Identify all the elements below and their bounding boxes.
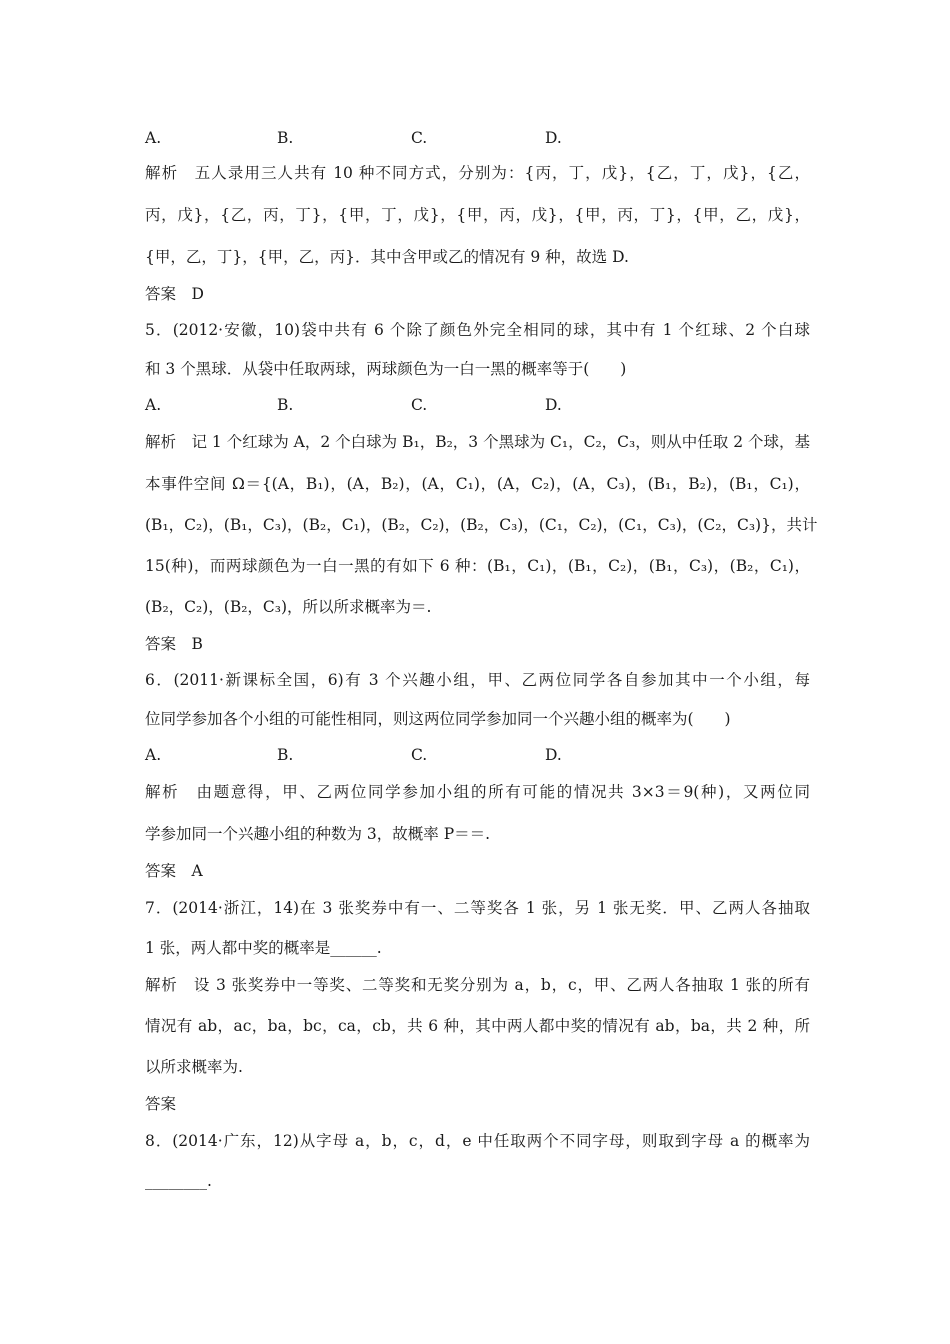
choice-row [145,744,810,766]
text-line: 以所求概率为. [145,1058,243,1076]
text-line: 学参加同一个兴趣小组的种数为 3，故概率 P＝＝. [145,825,491,843]
text-line: 情况有 ab，ac，ba，bc，ca，cb，共 6 种，其中两人都中奖的情况有 ab，ba，共 2 种，所 [145,1017,810,1035]
text-line: ________. [145,1172,212,1190]
text-line: (B₁，C₂)，(B₁，C₃)，(B₂，C₁)，(B₂，C₂)，(B₂，C₃)，(C₁，C₂)，(C₁，C₃)，(C₂，C₃)}，共计 [145,516,818,534]
text-line: 答案 [145,1095,177,1113]
text-line: 解析 五人录用三人共有 10 种不同方式，分别为：{丙，丁，戊}，{乙，丁，戊}，{乙， [145,164,810,182]
choice-option: B. [277,396,294,414]
choice-row [145,127,810,149]
choice-option: D. [545,746,562,764]
text-line: 1 张，两人都中奖的概率是______. [145,939,382,957]
choice-option: C. [411,129,428,147]
choice-option: D. [545,129,562,147]
choice-option: B. [277,129,294,147]
choice-option: A. [145,396,162,414]
choice-option: C. [411,396,428,414]
text-line: 6．(2011·新课标全国，6)有 3 个兴趣小组，甲、乙两位同学各自参加其中一个小组，每 [145,671,810,689]
text-line: 本事件空间 Ω＝{(A，B₁)，(A，B₂)，(A，C₁)，(A，C₂)，(A，C₃)，(B₁，B₂)，(B₁，C₁)， [145,475,810,493]
text-line: 解析 记 1 个红球为 A，2 个白球为 B₁，B₂，3 个黑球为 C₁，C₂，C₃，则从中任取 2 个球，基 [145,433,810,451]
choice-row [145,394,810,416]
text-line: 8．(2014·广东，12)从字母 a，b，c，d，e 中任取两个不同字母，则取到字母 a 的概率为 [145,1132,810,1150]
choice-option: C. [411,746,428,764]
text-line: 位同学参加各个小组的可能性相同，则这两位同学参加同一个兴趣小组的概率为( ) [145,710,731,728]
text-line: 5．(2012·安徽，10)袋中共有 6 个除了颜色外完全相同的球，其中有 1 个红球、2 个白球 [145,321,810,339]
choice-option: A. [145,746,162,764]
text-line: 15(种)，而两球颜色为一白一黑的有如下 6 种：(B₁，C₁)，(B₁，C₂)，(B₁，C₃)，(B₂，C₁)， [145,557,810,575]
text-line: 解析 设 3 张奖券中一等奖、二等奖和无奖分别为 a，b，c，甲、乙两人各抽取 1 张的所有 [145,976,810,994]
text-line: {甲，乙，丁}，{甲，乙，丙}．其中含甲或乙的情况有 9 种，故选 D. [145,248,629,266]
text-line: 7．(2014·浙江，14)在 3 张奖券中有一、二等奖各 1 张，另 1 张无奖．甲、乙两人各抽取 [145,899,810,917]
text-line: 答案 A [145,862,203,880]
choice-option: A. [145,129,162,147]
text-line: 丙，戊}，{乙，丙，丁}，{甲，丁，戊}，{甲，丙，戊}，{甲，丙，丁}，{甲，乙，戊}， [145,206,810,224]
text-line: 解析 由题意得，甲、乙两位同学参加小组的所有可能的情况共 3×3＝9(种)，又两位同 [145,783,810,801]
text-line: 答案 B [145,635,203,653]
choice-option: D. [545,396,562,414]
text-line: 答案 D [145,285,204,303]
text-line: (B₂，C₂)，(B₂，C₃)，所以所求概率为＝. [145,598,432,616]
text-line: 和 3 个黑球．从袋中任取两球，两球颜色为一白一黑的概率等于( ) [145,360,627,378]
choice-option: B. [277,746,294,764]
